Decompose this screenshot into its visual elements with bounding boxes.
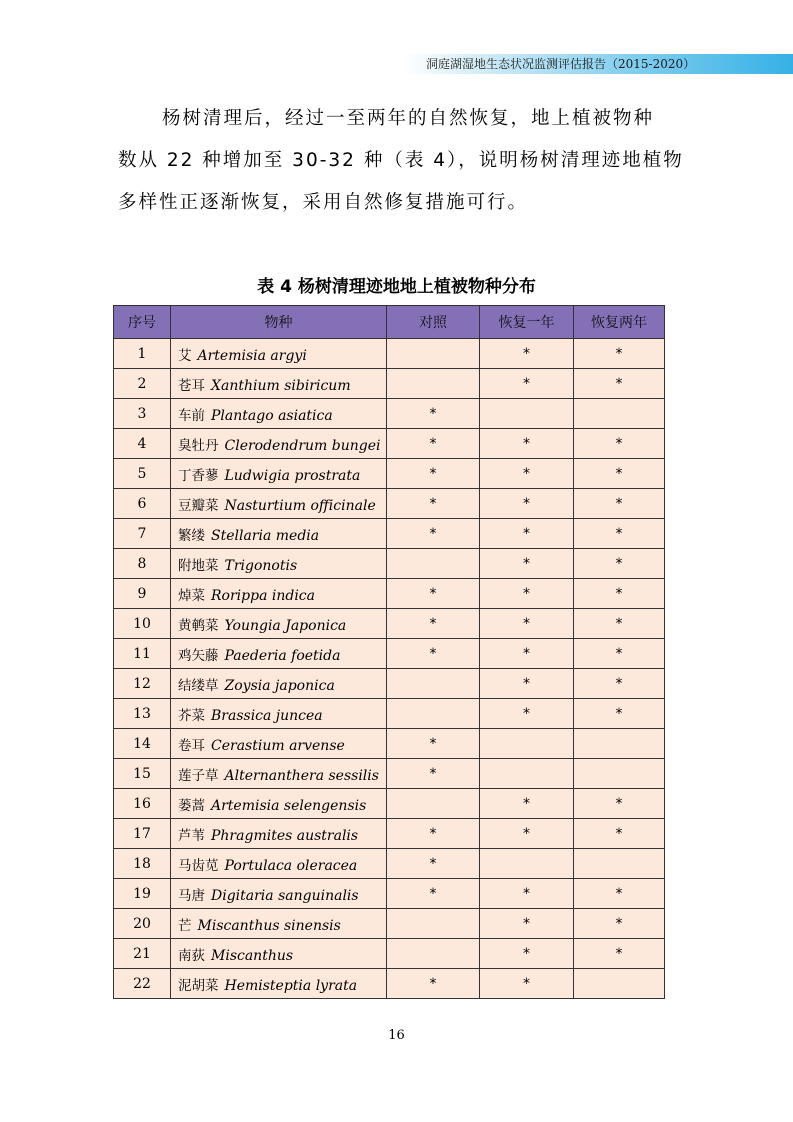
row-number: 2 [114,369,171,399]
row-number: 7 [114,519,171,549]
control-mark: * [387,819,480,849]
control-mark: * [387,639,480,669]
species-name [171,339,387,369]
year2-mark: * [574,429,665,459]
row-number: 9 [114,579,171,609]
control-mark: * [387,489,480,519]
table-header-row [114,306,665,339]
row-number: 8 [114,549,171,579]
year1-mark: * [480,879,574,909]
species-latin-name: Digitaria sanguinalis [211,887,359,904]
species-latin-name: Stellaria media [211,527,320,544]
table-row [114,639,665,669]
row-number: 21 [114,939,171,969]
species-name [171,579,387,609]
species-chinese-name: 臭牡丹 [178,437,219,454]
year1-mark: * [480,549,574,579]
table-row [114,399,665,429]
year2-mark: * [574,909,665,939]
control-mark: * [387,969,480,999]
year2-mark: * [574,579,665,609]
species-name [171,429,387,459]
control-mark [387,339,480,369]
species-chinese-name: 黄鹌菜 [178,617,219,634]
row-number: 20 [114,909,171,939]
col-header-number: 序号 [114,306,171,339]
table-row [114,339,665,369]
control-mark: * [387,879,480,909]
year1-mark [480,399,574,429]
species-latin-name: Miscanthus [211,947,294,964]
control-mark: * [387,459,480,489]
table-row [114,789,665,819]
control-mark [387,939,480,969]
species-name [171,639,387,669]
species-name [171,819,387,849]
year2-mark: * [574,939,665,969]
table-row [114,879,665,909]
control-mark [387,669,480,699]
row-number: 16 [114,789,171,819]
year1-mark: * [480,669,574,699]
col-header-control: 对照 [387,306,480,339]
control-mark: * [387,399,480,429]
year1-mark: * [480,939,574,969]
year1-mark: * [480,369,574,399]
year1-mark: * [480,429,574,459]
species-latin-name: Portulaca oleracea [224,857,358,874]
row-number: 19 [114,879,171,909]
year2-mark [574,969,665,999]
control-mark: * [387,609,480,639]
year2-mark: * [574,489,665,519]
table-row [114,489,665,519]
species-latin-name: Phragmites australis [211,827,359,844]
year2-mark [574,729,665,759]
col-header-year1: 恢复一年 [480,306,574,339]
species-name [171,849,387,879]
species-table [113,305,665,999]
col-header-year2: 恢复两年 [574,306,665,339]
year1-mark: * [480,489,574,519]
table-row [114,669,665,699]
year2-mark [574,849,665,879]
row-number: 4 [114,429,171,459]
year1-mark [480,849,574,879]
row-number: 22 [114,969,171,999]
table-row [114,759,665,789]
species-name [171,369,387,399]
year1-mark: * [480,969,574,999]
species-latin-name: Plantago asiatica [211,407,333,424]
control-mark: * [387,849,480,879]
species-chinese-name: 繁缕 [178,527,205,544]
table-body [114,339,665,999]
year1-mark: * [480,579,574,609]
species-latin-name: Trigonotis [224,557,298,574]
control-mark [387,699,480,729]
species-name [171,519,387,549]
table-row [114,459,665,489]
species-latin-name: Clerodendrum bungei [224,437,381,454]
year2-mark: * [574,459,665,489]
table-row [114,429,665,459]
control-mark [387,549,480,579]
species-name [171,669,387,699]
species-latin-name: Nasturtium officinale [224,497,376,514]
species-chinese-name: 车前 [178,407,205,424]
control-mark [387,909,480,939]
control-mark [387,369,480,399]
species-chinese-name: 丁香蓼 [178,467,219,484]
species-name [171,549,387,579]
species-chinese-name: 南荻 [178,947,205,964]
row-number: 15 [114,759,171,789]
year1-mark: * [480,699,574,729]
species-latin-name: Artemisia selengensis [211,797,367,814]
species-chinese-name: 艾 [178,347,192,364]
table-caption: 表 4 杨树清理迹地地上植被物种分布 [257,277,536,297]
row-number: 3 [114,399,171,429]
year2-mark: * [574,879,665,909]
year2-mark [574,399,665,429]
species-chinese-name: 蒌蒿 [178,797,205,814]
year1-mark: * [480,609,574,639]
row-number: 14 [114,729,171,759]
species-chinese-name: 焯菜 [178,587,205,604]
control-mark: * [387,579,480,609]
running-title: 洞庭湖湿地生态状况监测评估报告（2015-2020） [426,57,696,71]
species-latin-name: Zoysia japonica [224,677,335,694]
row-number: 18 [114,849,171,879]
species-latin-name: Youngia Japonica [224,617,347,634]
species-chinese-name: 结缕草 [178,677,219,694]
col-header-species: 物种 [171,306,387,339]
year1-mark: * [480,339,574,369]
row-number: 17 [114,819,171,849]
species-name [171,729,387,759]
table-row [114,519,665,549]
species-chinese-name: 附地菜 [178,557,219,574]
table-row [114,579,665,609]
year1-mark: * [480,639,574,669]
table-row [114,849,665,879]
control-mark: * [387,429,480,459]
species-latin-name: Xanthium sibiricum [211,377,351,394]
paragraph-line: 多样性正逐渐恢复，采用自然修复措施可行。 [118,192,529,213]
year2-mark: * [574,339,665,369]
row-number: 11 [114,639,171,669]
species-chinese-name: 芒 [178,917,192,934]
species-latin-name: Hemisteptia lyrata [224,977,358,994]
year2-mark: * [574,549,665,579]
year2-mark: * [574,609,665,639]
species-name [171,879,387,909]
species-chinese-name: 芥菜 [178,707,205,724]
control-mark: * [387,519,480,549]
year2-mark: * [574,819,665,849]
year2-mark: * [574,639,665,669]
control-mark: * [387,759,480,789]
row-number: 1 [114,339,171,369]
species-chinese-name: 芦苇 [178,827,205,844]
row-number: 13 [114,699,171,729]
table-row [114,609,665,639]
species-latin-name: Cerastium arvense [211,737,345,754]
species-chinese-name: 马唐 [178,887,205,904]
control-mark [387,789,480,819]
table-row [114,819,665,849]
year2-mark: * [574,699,665,729]
species-latin-name: Paederia foetida [224,647,341,664]
page-number: 16 [388,1028,405,1043]
year2-mark: * [574,669,665,699]
body-paragraph [118,98,684,224]
species-latin-name: Rorippa indica [211,587,315,604]
species-name [171,489,387,519]
species-name [171,759,387,789]
row-number: 12 [114,669,171,699]
table-row [114,369,665,399]
year1-mark [480,729,574,759]
table-row [114,969,665,999]
year1-mark: * [480,459,574,489]
species-latin-name: Miscanthus sinensis [197,917,341,934]
species-name [171,459,387,489]
table-row [114,549,665,579]
species-name [171,399,387,429]
row-number: 6 [114,489,171,519]
species-chinese-name: 莲子草 [178,767,219,784]
species-chinese-name: 鸡矢藤 [178,647,219,664]
row-number: 5 [114,459,171,489]
species-latin-name: Alternanthera sessilis [224,767,379,784]
species-name [171,969,387,999]
species-latin-name: Ludwigia prostrata [224,467,361,484]
species-latin-name: Brassica juncea [211,707,323,724]
year1-mark: * [480,819,574,849]
species-latin-name: Artemisia argyi [197,347,307,364]
row-number: 10 [114,609,171,639]
species-name [171,939,387,969]
year1-mark [480,759,574,789]
table-row [114,909,665,939]
paragraph-line: 数从 22 种增加至 30-32 种（表 4），说明杨树清理迹地植物 [118,150,684,171]
species-chinese-name: 苍耳 [178,377,205,394]
species-name [171,609,387,639]
year1-mark: * [480,789,574,819]
species-name [171,909,387,939]
species-name [171,699,387,729]
year1-mark: * [480,909,574,939]
table-row [114,729,665,759]
species-chinese-name: 泥胡菜 [178,977,219,994]
year2-mark: * [574,519,665,549]
year1-mark: * [480,519,574,549]
species-name [171,789,387,819]
table-row [114,939,665,969]
species-chinese-name: 马齿苋 [178,857,219,874]
control-mark: * [387,729,480,759]
year2-mark [574,759,665,789]
year2-mark: * [574,369,665,399]
year2-mark: * [574,789,665,819]
species-chinese-name: 卷耳 [178,737,205,754]
table-row [114,699,665,729]
paragraph-line: 杨树清理后，经过一至两年的自然恢复，地上植被物种 [162,108,655,129]
species-chinese-name: 豆瓣菜 [178,497,219,514]
